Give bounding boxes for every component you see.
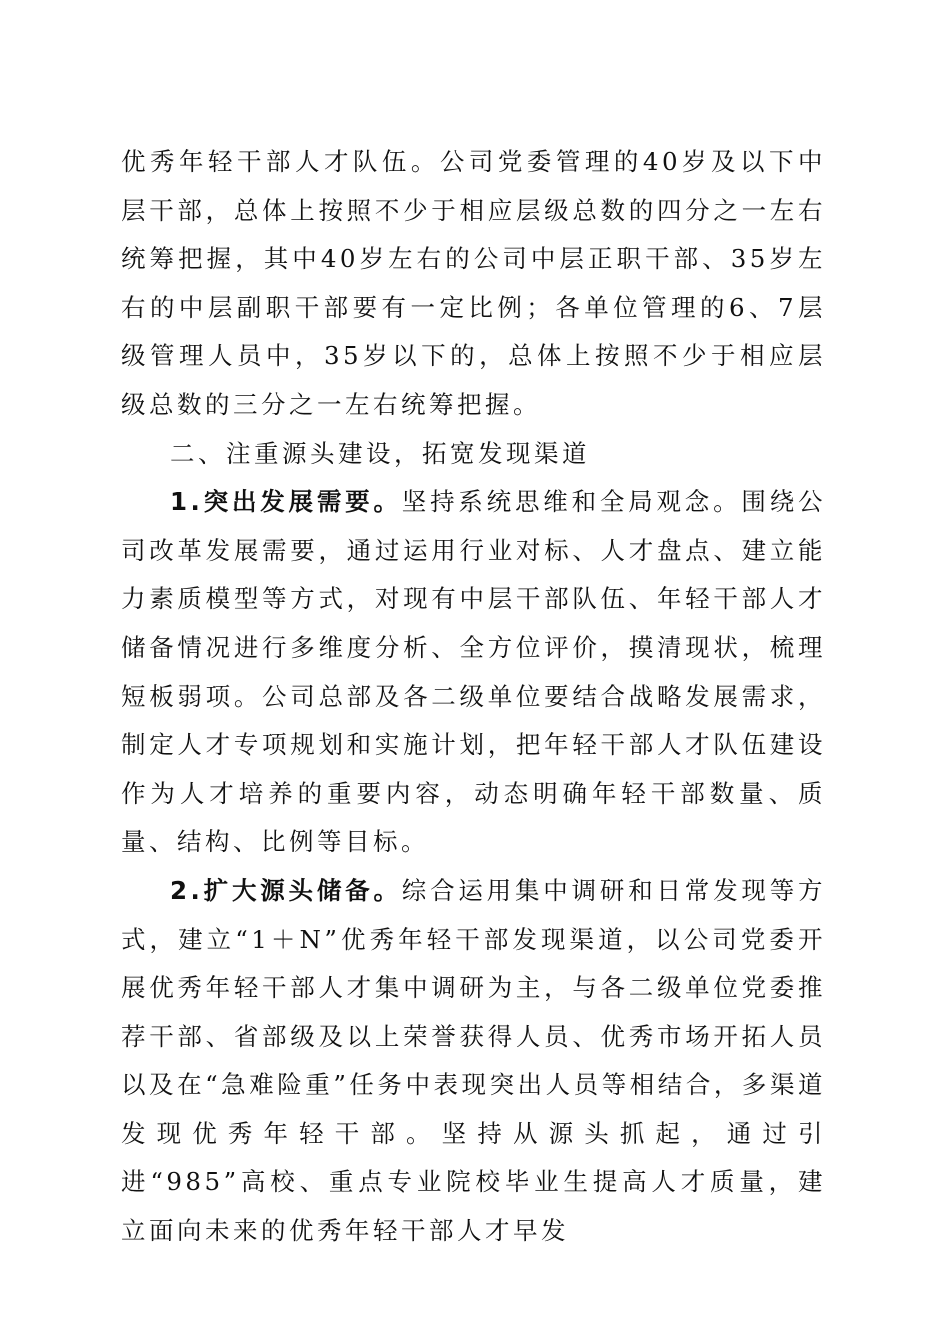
item-2-lead: 2.扩大源头储备。 (170, 875, 402, 905)
item-2-paragraph (121, 867, 826, 1256)
paragraph-continuation: 优秀年轻干部人才队伍。公司党委管理的40岁及以下中层干部，总体上按照不少于相应层级总数的四分之一左右统筹把握，其中40岁左右的公司中层正职干部、35岁左右的中层副职干部要有一定比例；各单位管理的6、7层级管理人员中，35岁以下的，总体上按照不少于相应层级总数的三分之一左右统筹把握。 (121, 147, 826, 419)
item-1-paragraph (121, 478, 826, 867)
item-2-body: 综合运用集中调研和日常发现等方式，建立“1＋N”优秀年轻干部发现渠道，以公司党委开展优秀年轻干部人才集中调研为主，与各二级单位党委推荐干部、省部级及以上荣誉获得人员、优秀市场开拓人员以及在“急难险重”任务中表现突出人员等相结合，多渠道发现优秀年轻干部。坚持从源头抓起，通过引进“985”高校、重点专业院校毕业生提高人才质量，建立面向未来的优秀年轻干部人才早发 (121, 875, 827, 1246)
item-1-body: 坚持系统思维和全局观念。围绕公司改革发展需要，通过运用行业对标、人才盘点、建立能力素质模型等方式，对现有中层干部队伍、年轻干部人才储备情况进行多维度分析、全方位评价，摸清现状，梳理短板弱项。公司总部及各二级单位要结合战略发展需求，制定人才专项规划和实施计划，把年轻干部人才队伍建设作为人才培养的重要内容，动态明确年轻干部数量、质量、结构、比例等目标。 (121, 487, 827, 857)
item-1-lead: 1.突出发展需要。 (170, 487, 402, 517)
section-heading: 二、注重源头建设，拓宽发现渠道 (170, 438, 590, 468)
document-body (121, 138, 826, 1256)
